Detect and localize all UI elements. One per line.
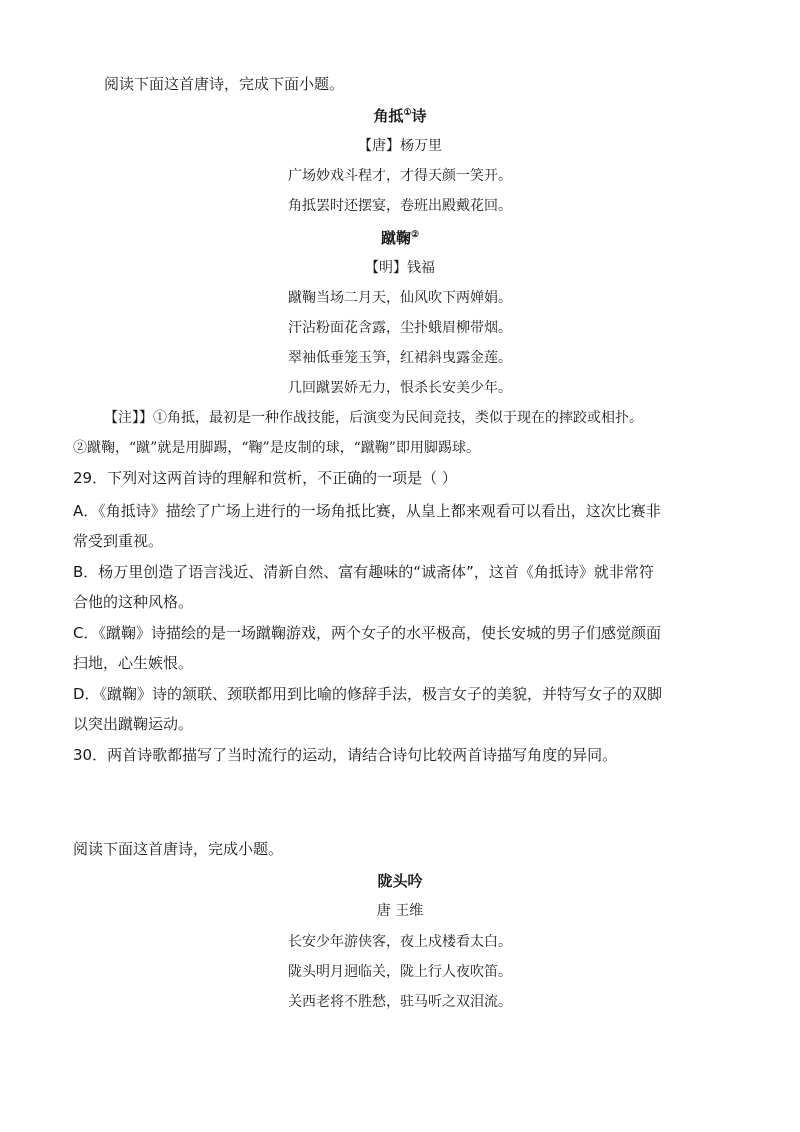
poem3-line-2: 陇头明月迥临关，陇上行人夜吹笛。 [288, 964, 512, 980]
poem1-line-2: 角抵罢时还摆宴，卷班出殿戴花回。 [288, 198, 512, 214]
poem2-line-3: 翠袖低垂笼玉笋，红裙斜曳露金莲。 [288, 350, 512, 366]
question-29-option-d-line2: 以突出蹴鞠运动。 [73, 715, 194, 733]
poem1-title-text: 角抵 [373, 107, 404, 125]
poem3-line-1: 长安少年游侠客，夜上戍楼看太白。 [288, 934, 512, 950]
note-2: ②蹴鞠，“蹴”就是用脚踢，“鞠”是皮制的球，“蹴鞠”即用脚踢球。 [73, 440, 480, 456]
question-29-option-d-line1: D．《蹴鞠》诗的颔联、颈联都用到比喻的修辞手法，极言女子的美貌，并特写女子的双脚 [73, 685, 663, 703]
question-29-option-c-line1: C．《蹴鞠》诗描绘的是一场蹴鞠游戏，两个女子的水平极高，使长安城的男子们感觉颜面 [73, 624, 661, 642]
poem3-author: 唐 王维 [376, 903, 424, 919]
poem2-line-2: 汗沾粉面花含露，尘扑蛾眉柳带烟。 [288, 320, 512, 336]
question-29-stem: 29．下列对这两首诗的理解和赏析，不正确的一项是（ ） [73, 469, 457, 487]
poem1-title-suffix: 诗 [411, 107, 427, 125]
poem3-line-3: 关西老将不胜愁，驻马听之双泪流。 [288, 994, 512, 1010]
poem1-note-mark: ① [403, 108, 412, 118]
question-29-option-c-line2: 扫地，心生嫉恨。 [73, 654, 194, 672]
section1-intro: 阅读下面这首唐诗，完成下面小题。 [104, 75, 345, 93]
poem2-line-1: 蹴鞠当场二月天，仙风吹下两婵娟。 [288, 290, 512, 306]
section2-intro: 阅读下面这首唐诗，完成小题。 [73, 840, 284, 858]
poem1-author: 【唐】杨万里 [358, 138, 442, 154]
poem1-line-1: 广场妙戏斗程才，才得天颜一笑开。 [288, 168, 512, 184]
poem2-line-4: 几回蹴罢娇无力，恨杀长安美少年。 [288, 380, 512, 396]
poem2-title-text: 蹴鞠 [380, 229, 411, 247]
question-29-option-b-line2: 合他的这种风格。 [73, 593, 194, 611]
poem1-title [0, 106, 800, 126]
question-29-option-b-line1: B．杨万里创造了语言浅近、清新自然、富有趣味的“诚斋体”，这首《角抵诗》就非常符 [73, 563, 654, 581]
poem2-note-mark: ② [410, 230, 420, 240]
poem2-author: 【明】钱福 [365, 260, 435, 276]
note-1: 【注】】①角抵，最初是一种作战技能，后演变为民间竞技，类似于现在的摔跤或相扑。 [104, 410, 643, 426]
question-30: 30．两首诗歌都描写了当时流行的运动，请结合诗句比较两首诗描写角度的异同。 [73, 746, 618, 764]
question-29-option-a-line2: 常受到重视。 [73, 532, 164, 550]
poem3-title: 陇头吟 [377, 872, 423, 890]
poem2-title [0, 228, 800, 248]
question-29-option-a-line1: A．《角抵诗》描绘了广场上进行的一场角抵比赛，从皇上都来观看可以看出，这次比赛非 [73, 502, 661, 520]
